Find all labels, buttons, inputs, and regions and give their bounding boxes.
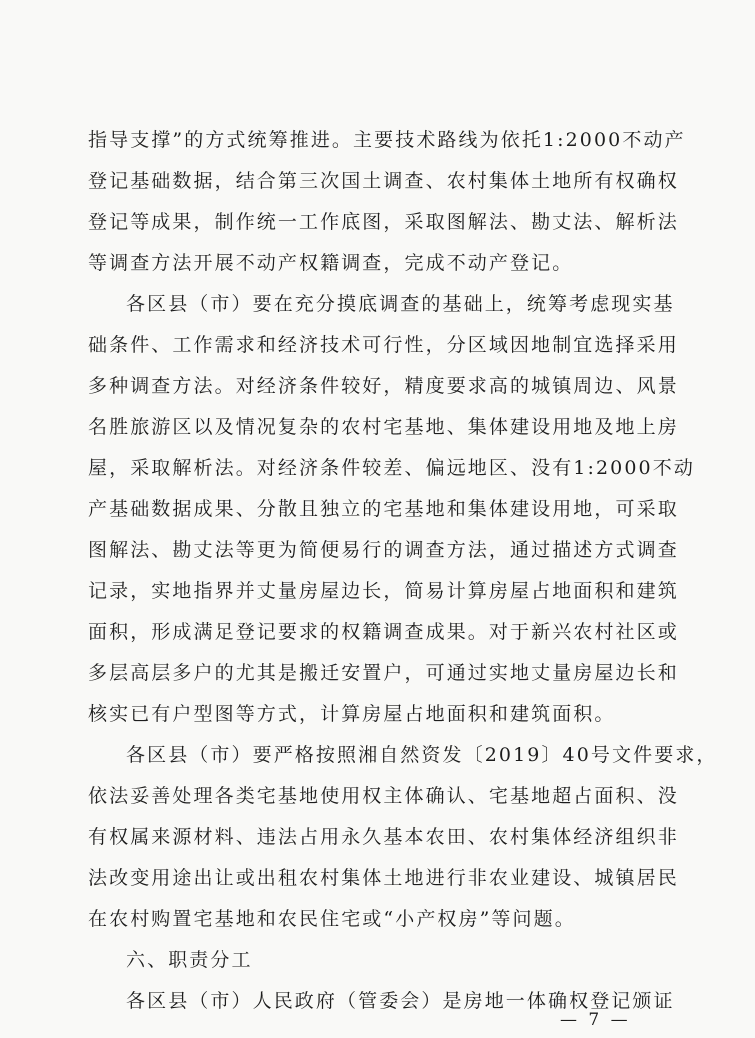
paragraph-line: 登记等成果，制作统一工作底图，采取图解法、勘丈法、解析法: [88, 211, 679, 233]
page-number: — 7 —: [560, 1010, 631, 1030]
paragraph-line: 产基础数据成果、分散且独立的宅基地和集体建设用地，可采取: [88, 498, 679, 520]
paragraph-line: 在农村购置宅基地和农民住宅或“小产权房”等问题。: [88, 908, 576, 930]
section-heading: 六、职责分工: [126, 949, 253, 971]
paragraph-line: 核实已有户型图等方式，计算房屋占地面积和建筑面积。: [88, 703, 616, 725]
paragraph-line: 面积，形成满足登记要求的权籍调查成果。对于新兴农村社区或: [88, 621, 679, 643]
paragraph-line: 记录，实地指界并丈量房屋边长，简易计算房屋占地面积和建筑: [88, 580, 679, 602]
paragraph-line: 名胜旅游区以及情况复杂的农村宅基地、集体建设用地及地上房: [88, 416, 679, 438]
paragraph-line: 有权属来源材料、违法占用永久基本农田、农村集体经济组织非: [88, 826, 679, 848]
paragraph-line: 各区县（市）要在充分摸底调查的基础上，统筹考虑现实基: [126, 293, 675, 315]
paragraph-line: 多层高层多户的尤其是搬迁安置户，可通过实地丈量房屋边长和: [88, 662, 679, 684]
paragraph-line: 指导支撑”的方式统筹推进。主要技术路线为依托1:2000不动产: [88, 129, 686, 151]
paragraph-line: 多种调查方法。对经济条件较好，精度要求高的城镇周边、风景: [88, 375, 679, 397]
paragraph-line: 法改变用途出让或出租农村集体土地进行非农业建设、城镇居民: [88, 867, 679, 889]
paragraph-line: 础条件、工作需求和经济技术可行性，分区域因地制宜选择采用: [88, 334, 679, 356]
paragraph-line: 各区县（市）人民政府（管委会）是房地一体确权登记颁证: [126, 990, 675, 1012]
paragraph-line: 等调查方法开展不动产权籍调查，完成不动产登记。: [88, 252, 574, 274]
paragraph-line: 各区县（市）要严格按照湘自然资发〔2019〕40号文件要求，: [126, 744, 718, 766]
paragraph-line: 屋，采取解析法。对经济条件较差、偏远地区、没有1:2000不动: [88, 457, 695, 479]
paragraph-line: 登记基础数据，结合第三次国土调查、农村集体土地所有权确权: [88, 170, 679, 192]
paragraph-line: 依法妥善处理各类宅基地使用权主体确认、宅基地超占面积、没: [88, 785, 679, 807]
paragraph-line: 图解法、勘丈法等更为简便易行的调查方法，通过描述方式调查: [88, 539, 679, 561]
